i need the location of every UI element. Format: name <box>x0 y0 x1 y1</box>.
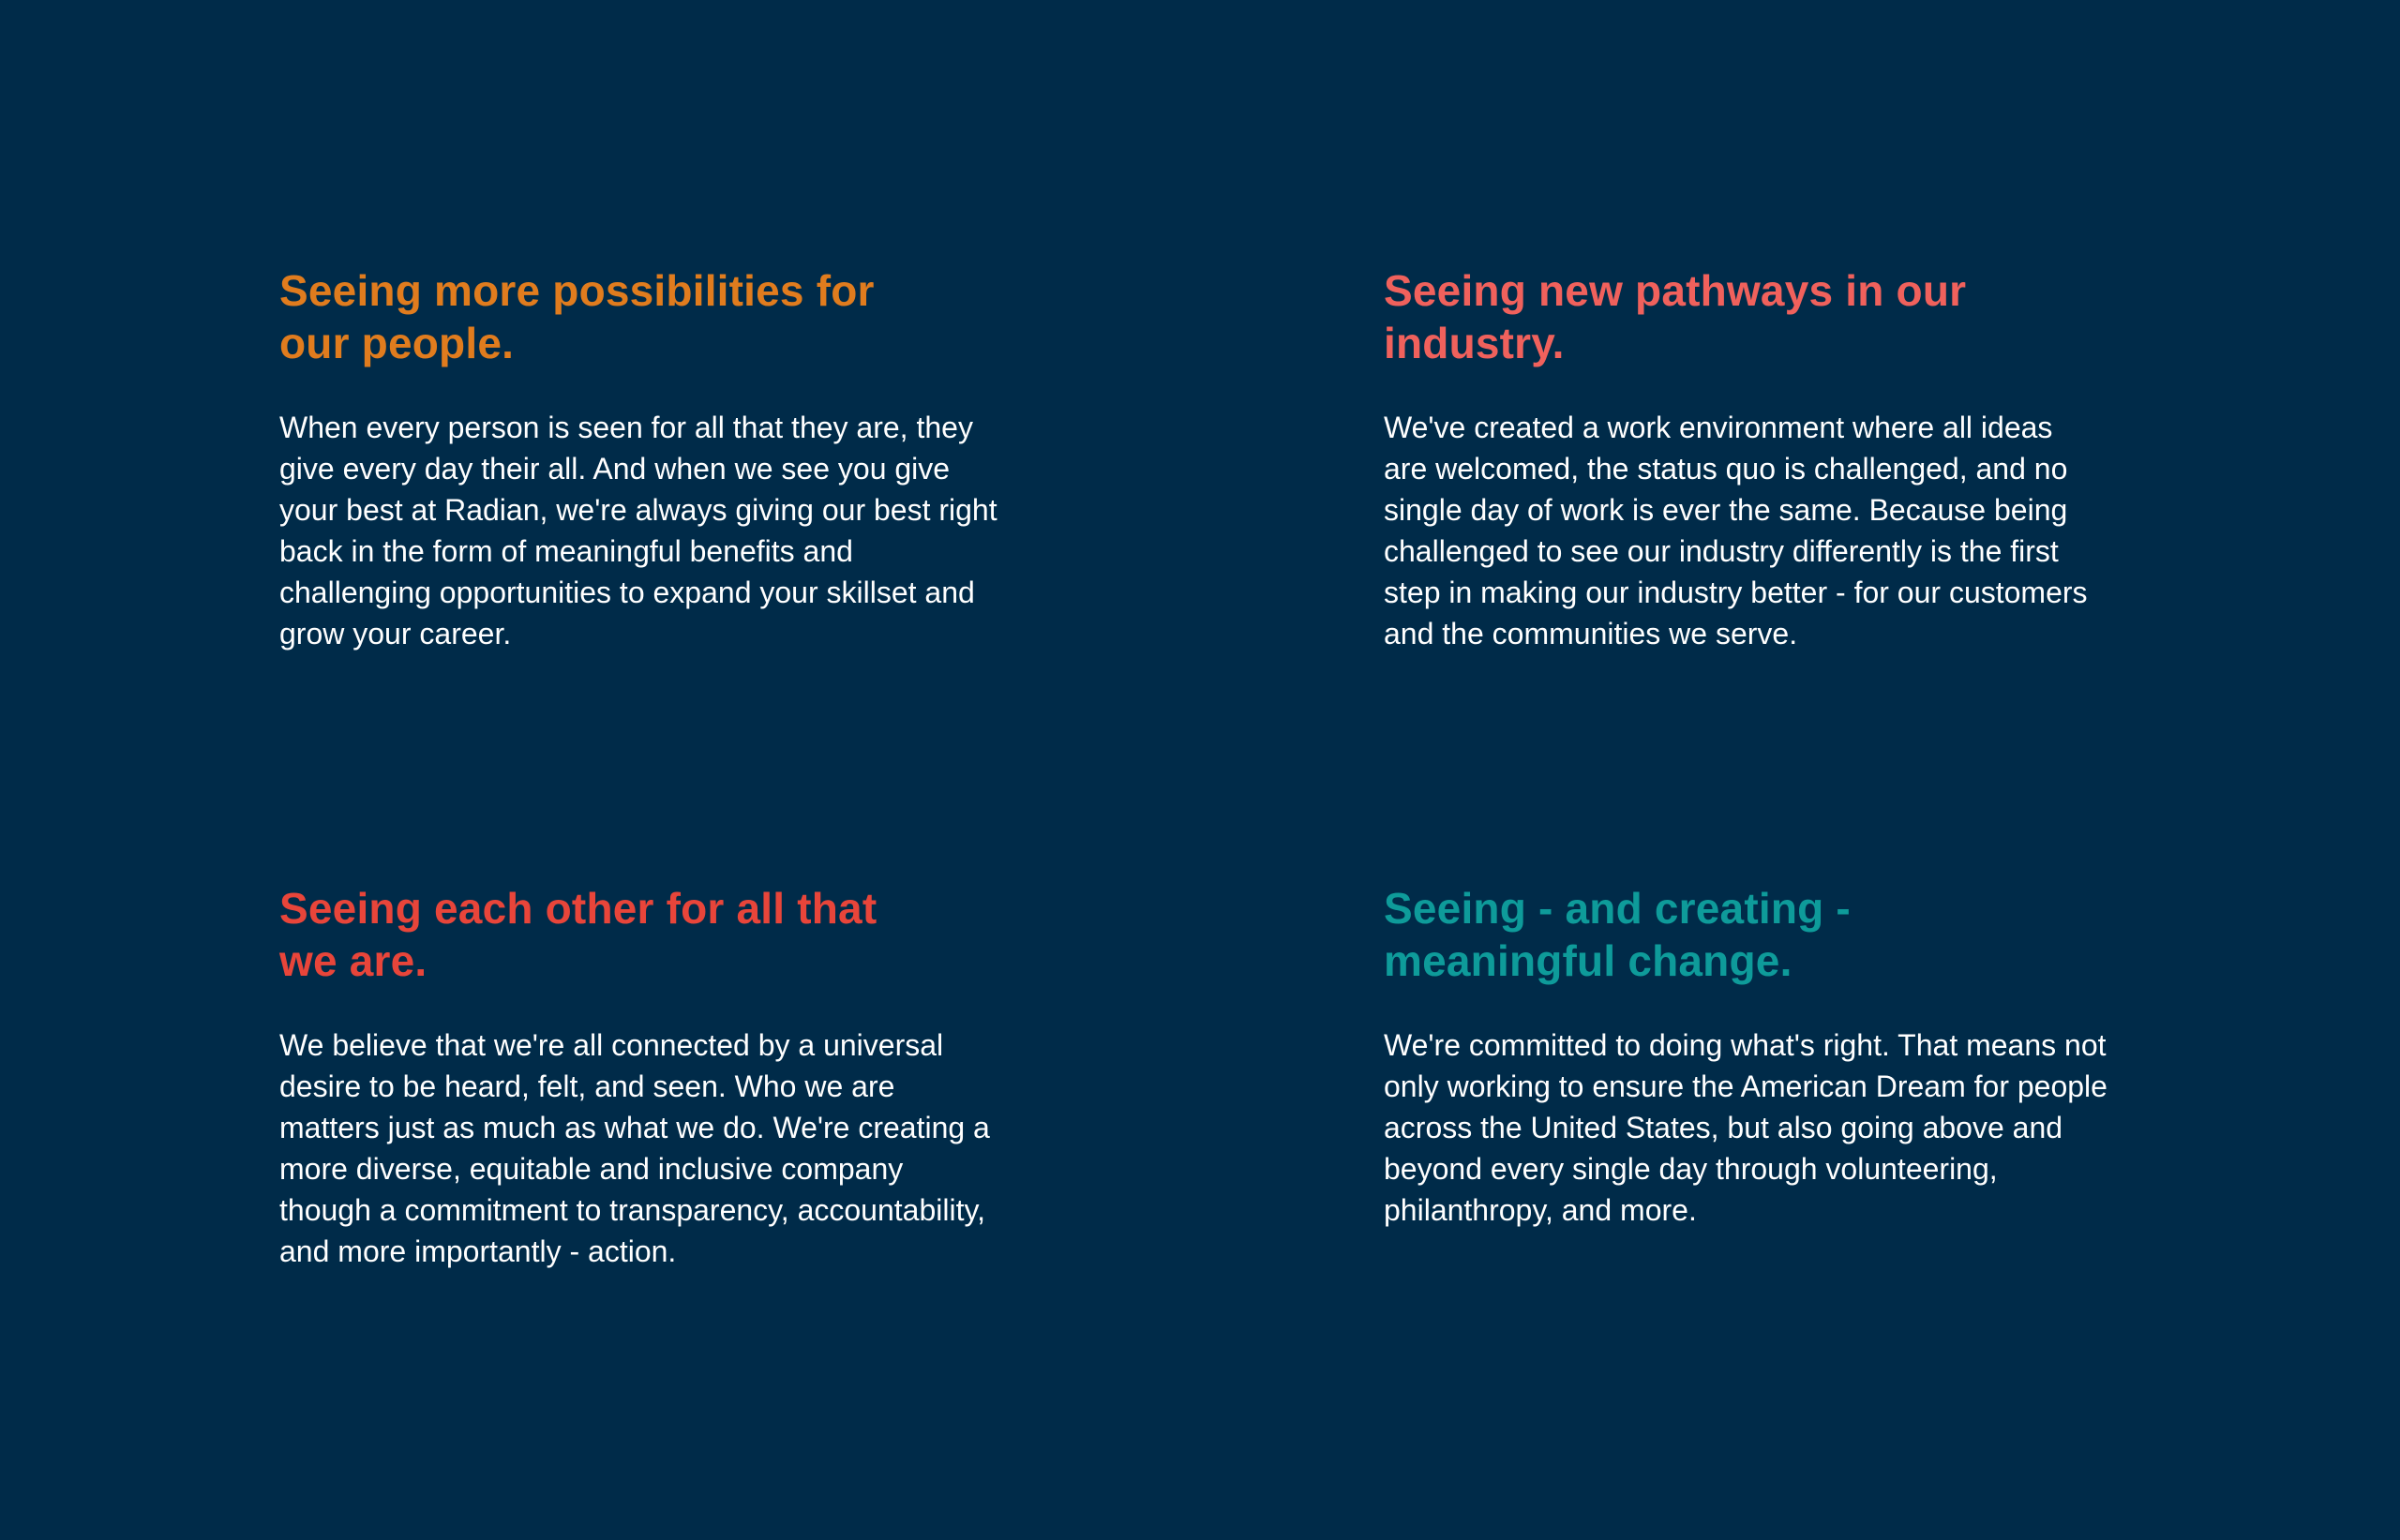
people-possibilities-text: When every person is seen for all that they are, they give every day their all. And when we see you give your best at Radian, we're always giving our best right back in the form of meaningful benefits and challenging opportunities to expand your skillset and grow your career. <box>279 411 998 650</box>
industry-pathways-section <box>1384 264 2134 654</box>
each-other-heading: Seeing each other for all that we are. <box>279 884 878 985</box>
industry-pathways-text: We've created a work environment where all ideas are welcomed, the status quo is challenged, and no single day of work is ever the same. Because being challenged to see our industry differently is the first step in making our industry better - for our customers and the communities we serve. <box>1384 411 2088 650</box>
meaningful-change-heading: Seeing - and creating - meaningful change. <box>1384 884 1851 985</box>
each-other-section <box>279 882 1029 1272</box>
meaningful-change-text: We're committed to doing what's right. That means not only working to ensure the American Dream for people across the United States, but also going above and beyond every single day through volunteering, philanthropy, and more. <box>1384 1028 2108 1227</box>
meaningful-change-section <box>1384 882 2134 1231</box>
people-possibilities-heading: Seeing more possibilities for our people. <box>279 266 875 367</box>
each-other-text: We believe that we're all connected by a universal desire to be heard, felt, and seen. Who we are matters just as much as what we do. We're creating a more diverse, equitable and inclusive company though a commitment to transparency, accountability, and more importantly - action. <box>279 1028 990 1268</box>
industry-pathways-heading: Seeing new pathways in our industry. <box>1384 266 1967 367</box>
people-possibilities-section <box>279 264 1029 654</box>
